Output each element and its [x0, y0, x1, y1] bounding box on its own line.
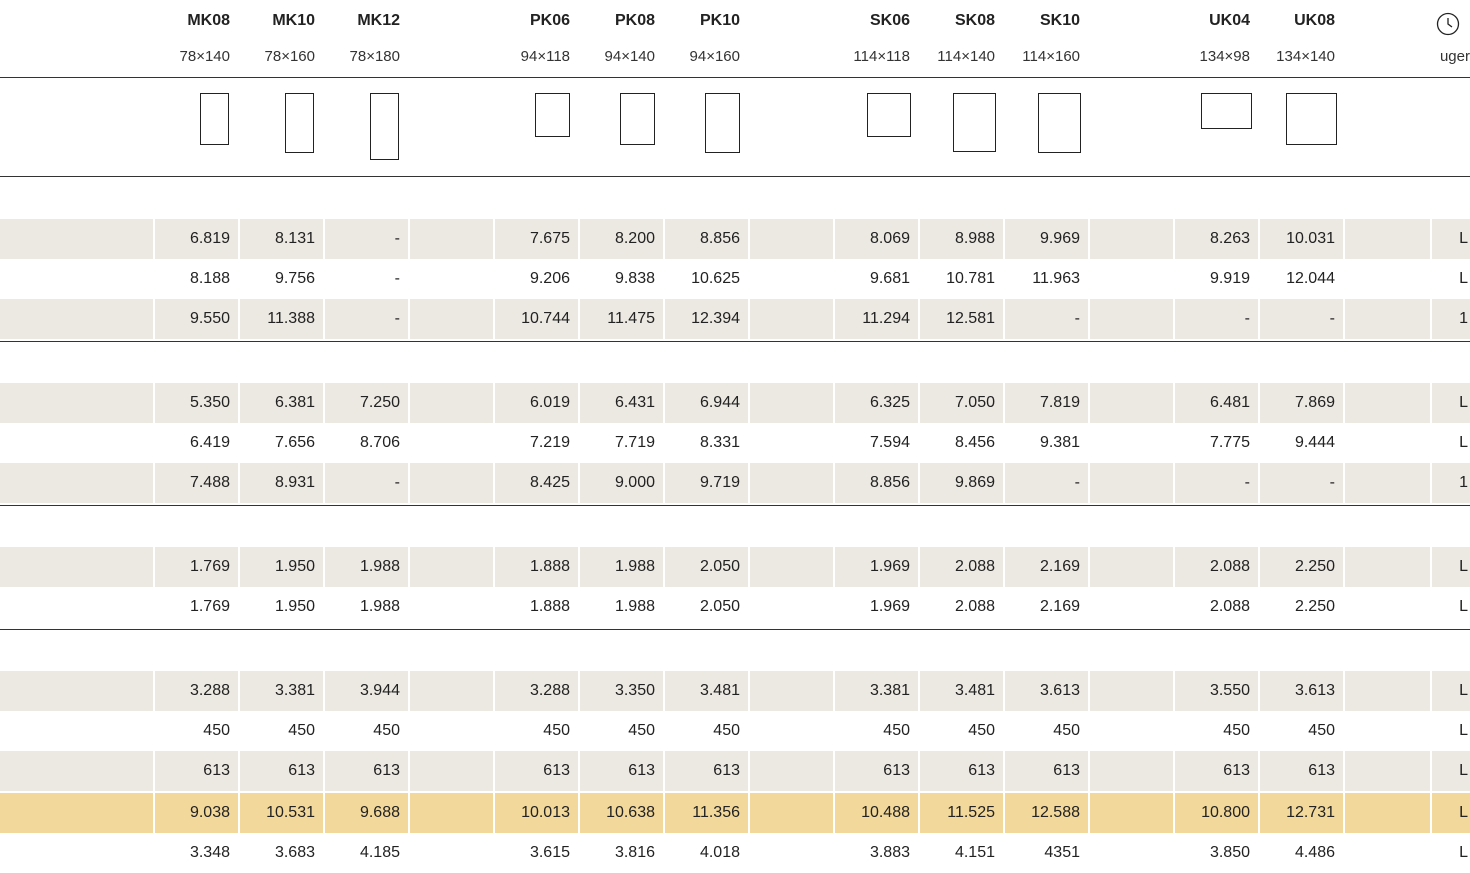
price-cell: -: [323, 299, 408, 339]
spacer-cell: [408, 259, 493, 299]
spacer-cell: [748, 383, 833, 423]
delivery-cell: L: [1430, 671, 1470, 711]
price-cell: 613: [918, 751, 1003, 791]
price-cell: 1.769: [153, 547, 238, 587]
column-size: 114×140: [937, 48, 995, 65]
price-cell: 9.681: [869, 270, 910, 287]
spacer-cell: [408, 299, 493, 339]
price-cell: 1.769: [189, 598, 230, 615]
spacer-cell: [1343, 671, 1430, 711]
price-cell: 4.151: [954, 844, 995, 861]
price-cell: 613: [238, 751, 323, 791]
table-row: [0, 219, 1470, 259]
price-cell: 8.263: [1173, 219, 1258, 259]
price-cell: 1.950: [274, 598, 315, 615]
spacer-cell: [1088, 751, 1173, 791]
price-cell: 4.185: [359, 844, 400, 861]
price-cell: 9.756: [274, 270, 315, 287]
price-cell: 7.656: [274, 434, 315, 451]
table-row: [0, 547, 1470, 587]
price-cell: 8.425: [493, 463, 578, 503]
price-cell: 2.250: [1294, 598, 1335, 615]
spacer-cell: [1088, 383, 1173, 423]
spacer-cell: [748, 793, 833, 833]
row-label-cell: [0, 463, 153, 503]
price-cell: 9.206: [529, 270, 570, 287]
price-cell: 8.331: [699, 434, 740, 451]
row-label-cell: [0, 383, 153, 423]
divider: [0, 341, 1470, 342]
price-cell: 1.888: [529, 598, 570, 615]
spacer-cell: [748, 423, 833, 463]
price-cell: 6.381: [238, 383, 323, 423]
row-label-cell: [0, 833, 153, 873]
window-shape-icon: [1201, 93, 1252, 129]
price-cell: 8.188: [189, 270, 230, 287]
price-cell: 1.988: [323, 547, 408, 587]
price-cell: 2.169: [1003, 547, 1088, 587]
column-code: SK06: [869, 12, 910, 29]
row-label-cell: [0, 793, 153, 833]
table-row: [0, 383, 1470, 423]
spacer-cell: [1088, 547, 1173, 587]
price-cell: 2.169: [1039, 598, 1080, 615]
price-cell: 1.988: [578, 547, 663, 587]
price-cell: 8.131: [238, 219, 323, 259]
price-cell: 1.969: [833, 547, 918, 587]
window-shape-icon: [535, 93, 570, 137]
spacer-cell: [1343, 793, 1430, 833]
price-cell: 7.219: [529, 434, 570, 451]
window-shape-icon: [953, 93, 996, 152]
spacer-cell: [1343, 711, 1430, 751]
price-cell: 450: [203, 722, 230, 739]
price-cell: 9.919: [1209, 270, 1250, 287]
price-cell: 613: [663, 751, 748, 791]
spacer-cell: [408, 793, 493, 833]
spacer-cell: [408, 671, 493, 711]
price-cell: 9.038: [153, 793, 238, 833]
price-cell: 12.394: [663, 299, 748, 339]
price-cell: 7.050: [918, 383, 1003, 423]
price-cell: 1.888: [493, 547, 578, 587]
column-size: 94×118: [520, 48, 570, 65]
price-cell: 4351: [1044, 844, 1080, 861]
price-cell: 8.856: [663, 219, 748, 259]
price-cell: -: [1258, 463, 1343, 503]
price-cell: 11.388: [238, 299, 323, 339]
price-cell: 3.350: [578, 671, 663, 711]
price-cell: 3.381: [238, 671, 323, 711]
table-row: [0, 423, 1470, 463]
price-cell: 10.488: [833, 793, 918, 833]
column-code: UK08: [1294, 12, 1335, 29]
price-cell: -: [323, 219, 408, 259]
price-cell: 613: [323, 751, 408, 791]
price-cell: 3.481: [663, 671, 748, 711]
row-label-cell: [0, 299, 153, 339]
price-cell: 11.294: [833, 299, 918, 339]
window-shape-icon: [370, 93, 399, 160]
delivery-cell: L: [1459, 844, 1468, 861]
row-label-cell: [0, 547, 153, 587]
price-cell: 8.069: [833, 219, 918, 259]
column-size: 134×140: [1276, 48, 1335, 65]
column-size: 114×118: [853, 48, 910, 65]
spacer-cell: [1343, 299, 1430, 339]
price-cell: -: [1003, 463, 1088, 503]
column-code: MK10: [272, 12, 315, 29]
row-label-cell: [0, 671, 153, 711]
price-cell: -: [1258, 299, 1343, 339]
price-cell: 11.963: [1032, 270, 1080, 287]
price-cell: 450: [968, 722, 995, 739]
spacer-cell: [1088, 711, 1173, 751]
price-cell: 3.850: [1209, 844, 1250, 861]
spacer-cell: [748, 463, 833, 503]
price-cell: 2.050: [663, 547, 748, 587]
spacer-cell: [1088, 423, 1173, 463]
price-cell: 7.488: [153, 463, 238, 503]
price-cell: 11.475: [578, 299, 663, 339]
spacer-cell: [1088, 259, 1173, 299]
column-code: PK08: [614, 12, 655, 29]
price-cell: -: [1003, 299, 1088, 339]
spacer-cell: [1343, 547, 1430, 587]
price-cell: 6.481: [1173, 383, 1258, 423]
column-code: MK12: [357, 12, 400, 29]
delivery-cell: L: [1459, 598, 1468, 615]
spacer-cell: [1088, 299, 1173, 339]
delivery-cell: L: [1430, 383, 1470, 423]
price-cell: 7.594: [869, 434, 910, 451]
price-cell: 613: [1258, 751, 1343, 791]
price-cell: 1.950: [238, 547, 323, 587]
spacer-cell: [748, 219, 833, 259]
spacer-cell: [1088, 463, 1173, 503]
price-cell: 5.350: [153, 383, 238, 423]
price-cell: 10.781: [946, 270, 995, 287]
window-shape-icon: [200, 93, 229, 145]
spacer-cell: [1343, 383, 1430, 423]
price-cell: 7.719: [614, 434, 655, 451]
divider: [0, 77, 1470, 78]
delivery-unit-label: uger: [1439, 48, 1470, 65]
price-cell: 6.419: [189, 434, 230, 451]
window-shape-icon: [867, 93, 911, 137]
price-cell: 12.731: [1258, 793, 1343, 833]
spacer-cell: [748, 587, 833, 627]
delivery-cell: L: [1459, 434, 1468, 451]
price-cell: 613: [153, 751, 238, 791]
price-cell: 3.288: [153, 671, 238, 711]
price-cell: 9.381: [1039, 434, 1080, 451]
window-shape-icon: [620, 93, 655, 145]
window-shape-icon: [1038, 93, 1081, 153]
price-cell: 450: [288, 722, 315, 739]
price-cell: 3.288: [493, 671, 578, 711]
price-cell: 3.816: [614, 844, 655, 861]
table-row: [0, 711, 1470, 751]
price-cell: 450: [628, 722, 655, 739]
spacer-cell: [408, 587, 493, 627]
price-cell: 613: [1003, 751, 1088, 791]
price-cell: 9.719: [663, 463, 748, 503]
column-code: SK10: [1039, 12, 1080, 29]
price-cell: 3.381: [833, 671, 918, 711]
price-cell: 7.675: [493, 219, 578, 259]
table-row: [0, 259, 1470, 299]
window-shape-icon: [285, 93, 314, 153]
row-label-cell: [0, 711, 153, 751]
divider: [0, 629, 1470, 630]
delivery-cell: L: [1430, 751, 1470, 791]
spacer-cell: [408, 423, 493, 463]
column-code: UK04: [1209, 12, 1250, 29]
table-row: [0, 463, 1470, 503]
price-cell: 6.019: [493, 383, 578, 423]
price-cell: 7.819: [1003, 383, 1088, 423]
delivery-cell: L: [1459, 270, 1468, 287]
price-cell: 11.356: [663, 793, 748, 833]
column-code: SK08: [954, 12, 995, 29]
price-cell: 8.706: [359, 434, 400, 451]
price-cell: 8.856: [833, 463, 918, 503]
spacer-cell: [1343, 587, 1430, 627]
price-cell: 8.931: [238, 463, 323, 503]
divider: [0, 176, 1470, 177]
window-shape-icon: [1286, 93, 1337, 145]
price-cell: 10.013: [493, 793, 578, 833]
price-cell: 9.838: [614, 270, 655, 287]
price-cell: 2.050: [699, 598, 740, 615]
price-cell: 12.044: [1286, 270, 1335, 287]
price-cell: 10.638: [578, 793, 663, 833]
table-row: [0, 793, 1470, 833]
column-size: 78×140: [179, 48, 230, 65]
price-cell: 7.869: [1258, 383, 1343, 423]
spacer-cell: [1343, 219, 1430, 259]
price-cell: 7.775: [1209, 434, 1250, 451]
price-cell: 12.588: [1003, 793, 1088, 833]
price-cell: 10.531: [238, 793, 323, 833]
price-cell: 8.200: [578, 219, 663, 259]
price-cell: 3.481: [918, 671, 1003, 711]
delivery-cell: L: [1459, 722, 1468, 739]
price-cell: 9.688: [323, 793, 408, 833]
price-cell: 1.988: [359, 598, 400, 615]
price-cell: 613: [833, 751, 918, 791]
spacer-cell: [408, 833, 493, 873]
column-code: MK08: [187, 12, 230, 29]
price-cell: 6.944: [663, 383, 748, 423]
table-row: [0, 751, 1470, 791]
spacer-cell: [748, 671, 833, 711]
delivery-cell: 1: [1430, 299, 1470, 339]
price-cell: 450: [1308, 722, 1335, 739]
delivery-cell: L: [1430, 793, 1470, 833]
column-size: 114×160: [1022, 48, 1080, 65]
spacer-cell: [408, 751, 493, 791]
price-cell: 3.883: [869, 844, 910, 861]
spacer-cell: [748, 711, 833, 751]
price-cell: 10.744: [493, 299, 578, 339]
price-cell: 613: [578, 751, 663, 791]
price-cell: 9.444: [1294, 434, 1335, 451]
price-cell: 3.613: [1003, 671, 1088, 711]
price-cell: 450: [373, 722, 400, 739]
price-cell: 6.325: [833, 383, 918, 423]
table-row: [0, 587, 1470, 627]
price-cell: 3.944: [323, 671, 408, 711]
price-cell: 2.088: [1209, 598, 1250, 615]
spacer-cell: [748, 833, 833, 873]
price-cell: 6.819: [153, 219, 238, 259]
price-cell: 9.000: [578, 463, 663, 503]
price-cell: 3.550: [1173, 671, 1258, 711]
delivery-cell: L: [1430, 547, 1470, 587]
column-size: 94×160: [689, 48, 740, 65]
spacer-cell: [1343, 423, 1430, 463]
price-cell: -: [323, 463, 408, 503]
spacer-cell: [1343, 833, 1430, 873]
price-cell: 4.018: [699, 844, 740, 861]
price-cell: 2.088: [1173, 547, 1258, 587]
column-code: PK10: [699, 12, 740, 29]
spacer-cell: [408, 219, 493, 259]
window-shape-icon: [705, 93, 740, 153]
price-cell: 3.615: [529, 844, 570, 861]
price-cell: 3.348: [189, 844, 230, 861]
row-label-cell: [0, 751, 153, 791]
spacer-cell: [1088, 219, 1173, 259]
price-cell: 10.800: [1173, 793, 1258, 833]
price-cell: -: [1173, 463, 1258, 503]
price-cell: 2.250: [1258, 547, 1343, 587]
spacer-cell: [1343, 463, 1430, 503]
price-cell: 3.683: [274, 844, 315, 861]
price-cell: 9.969: [1003, 219, 1088, 259]
column-size: 94×140: [604, 48, 655, 65]
column-size: 134×98: [1199, 48, 1250, 65]
spacer-cell: [748, 259, 833, 299]
delivery-cell: 1: [1430, 463, 1470, 503]
spacer-cell: [408, 383, 493, 423]
spacer-cell: [1088, 833, 1173, 873]
price-cell: 450: [543, 722, 570, 739]
price-cell: 8.456: [954, 434, 995, 451]
row-label-cell: [0, 423, 153, 463]
price-cell: 2.088: [954, 598, 995, 615]
price-cell: -: [1173, 299, 1258, 339]
spacer-cell: [1343, 751, 1430, 791]
price-cell: 613: [493, 751, 578, 791]
clock-icon: [1436, 12, 1460, 36]
spacer-cell: [1088, 671, 1173, 711]
spacer-cell: [748, 547, 833, 587]
price-cell: 2.088: [918, 547, 1003, 587]
table-row: [0, 833, 1470, 873]
price-cell: 10.625: [691, 270, 740, 287]
row-label-cell: [0, 259, 153, 299]
delivery-cell: L: [1430, 219, 1470, 259]
spacer-cell: [1343, 259, 1430, 299]
price-cell: 7.250: [323, 383, 408, 423]
column-size: 78×180: [349, 48, 400, 65]
price-cell: 9.550: [153, 299, 238, 339]
row-label-cell: [0, 219, 153, 259]
spacer-cell: [408, 711, 493, 751]
price-cell: 450: [883, 722, 910, 739]
price-cell: 450: [713, 722, 740, 739]
spacer-cell: [1088, 587, 1173, 627]
price-cell: 12.581: [918, 299, 1003, 339]
column-size: 78×160: [264, 48, 315, 65]
price-cell: 11.525: [918, 793, 1003, 833]
price-cell: 6.431: [578, 383, 663, 423]
table-row: [0, 299, 1470, 339]
table-row: [0, 671, 1470, 711]
spacer-cell: [408, 463, 493, 503]
price-cell: 1.969: [869, 598, 910, 615]
price-cell: 4.486: [1294, 844, 1335, 861]
price-cell: 1.988: [614, 598, 655, 615]
price-cell: 10.031: [1258, 219, 1343, 259]
spacer-cell: [748, 751, 833, 791]
spacer-cell: [748, 299, 833, 339]
divider: [0, 505, 1470, 506]
spacer-cell: [1088, 793, 1173, 833]
price-cell: 8.988: [918, 219, 1003, 259]
column-code: PK06: [529, 12, 570, 29]
row-label-cell: [0, 587, 153, 627]
spacer-cell: [408, 547, 493, 587]
price-cell: 613: [1173, 751, 1258, 791]
price-cell: 3.613: [1258, 671, 1343, 711]
price-cell: 450: [1223, 722, 1250, 739]
price-cell: -: [394, 270, 400, 287]
price-cell: 450: [1053, 722, 1080, 739]
price-cell: 9.869: [918, 463, 1003, 503]
